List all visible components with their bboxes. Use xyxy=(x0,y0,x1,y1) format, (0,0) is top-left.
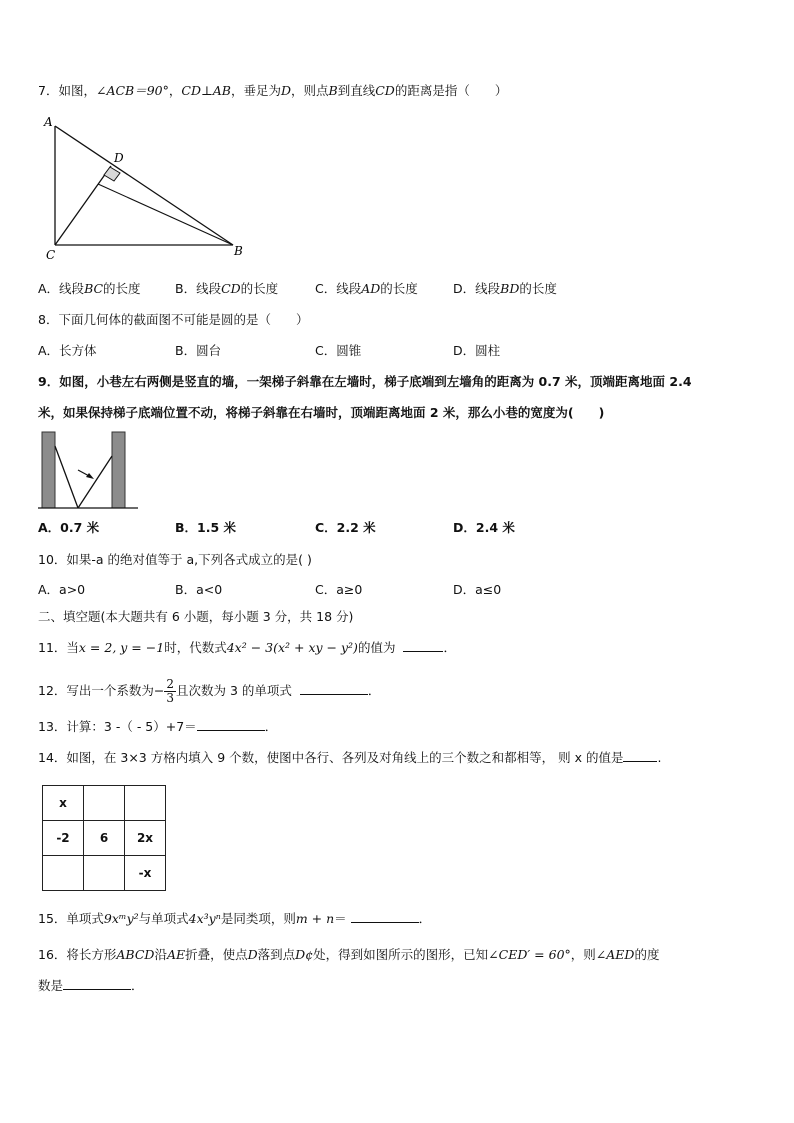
q7-label-d: D xyxy=(114,151,124,165)
q12-answer-blank[interactable] xyxy=(300,682,368,695)
q7-label-b: B xyxy=(234,244,243,258)
q9-alley-ladder-figure xyxy=(38,430,142,512)
q10-options xyxy=(38,581,758,599)
q9-option-c: C．2.2 米 xyxy=(315,520,376,535)
q8-option-c: C．圆锥 xyxy=(315,343,362,358)
q8-option-b: B．圆台 xyxy=(175,343,222,358)
q9-stem-line1: 9．如图，小巷左右两侧是竖直的墙，一架梯子斜靠在左墙时，梯子底端到左墙角的距离为 0.7 米，顶端距离地面 2.4 xyxy=(38,374,692,389)
q7-triangle-figure xyxy=(36,112,256,262)
q9-stem-line2: 米，如果保持梯子底端位置不动，将梯子斜靠在右墙时，顶端距离地面 2 米，那么小巷的宽度为( ) xyxy=(38,405,605,420)
grid-cell: -2 xyxy=(43,821,84,856)
q7-options xyxy=(38,280,758,298)
q13-stem: 13．计算：3 -（ - 5）+7＝ ． xyxy=(38,719,278,734)
q7-option-c: C．线段AD的长度 xyxy=(315,281,418,296)
q7-option-d: D．线段BD的长度 xyxy=(453,281,557,296)
grid-cell xyxy=(125,786,166,821)
q14-stem: 14．如图，在 3×3 方格内填入 9 个数，使图中各行、各列及对角线上的三个数之和都相等， 则 x 的值是 . xyxy=(38,750,662,765)
q14-magic-square-grid xyxy=(42,785,166,891)
q10-option-b: B．a<0 xyxy=(175,582,223,597)
grid-cell: x xyxy=(43,786,84,821)
q9-option-a: A．0.7 米 xyxy=(38,520,100,535)
q15-answer-blank[interactable] xyxy=(351,910,419,923)
q10-stem: 10．如果-a 的绝对值等于 a,下列各式成立的是( ) xyxy=(38,552,312,567)
q15-stem: 15．单项式9xᵐy²与单项式4x³yⁿ是同类项，则m + n＝ ． xyxy=(38,911,432,926)
q10-option-d: D．a≤0 xyxy=(453,582,502,597)
section-heading: 二、填空题(本大题共有 6 小题，每小题 3 分，共 18 分) xyxy=(38,609,354,624)
q11-stem: 11．当x = 2, y = −1时，代数式4x² − 3(x² + xy − y²)的值为 ． xyxy=(38,640,456,655)
q9-option-d: D．2.4 米 xyxy=(453,520,515,535)
grid-cell: 2x xyxy=(125,821,166,856)
q8-options xyxy=(38,342,758,360)
q8-stem: 8．下面几何体的截面图不可能是圆的是（ ） xyxy=(38,312,309,327)
q7-option-b: B．线段CD的长度 xyxy=(175,281,279,296)
q12-stem: 12．写出一个系数为− $\frac{2}{3}$ 且次数为 3 的单项式 ． xyxy=(38,677,381,705)
q11-answer-blank[interactable] xyxy=(403,639,443,652)
grid-cell xyxy=(84,786,125,821)
q16-stem-line2: 数是 ． xyxy=(38,978,144,993)
q9-option-b: B．1.5 米 xyxy=(175,520,237,535)
grid-cell xyxy=(43,856,84,891)
q7-stem: 7．如图，∠ACB＝90°，CD⊥AB，垂足为D，则点B到直线CD的距离是指（ ） xyxy=(38,83,508,98)
grid-cell: 6 xyxy=(84,821,125,856)
q7-label-a: A xyxy=(44,115,53,129)
q9-options xyxy=(38,519,758,537)
q10-option-a: A．a>0 xyxy=(38,582,86,597)
q7-label-c: C xyxy=(46,248,56,262)
q7-option-a: A．线段BC的长度 xyxy=(38,281,141,296)
q12-fraction: $\frac{2}{3}$ xyxy=(166,677,175,705)
q14-answer-blank[interactable] xyxy=(623,749,657,762)
q16-stem-line1: 16．将长方形ABCD沿AE折叠，使点D落到点D¢处，得到如图所示的图形，已知∠CED′ = 60°，则∠AED的度 xyxy=(38,947,660,962)
grid-cell xyxy=(84,856,125,891)
grid-cell: -x xyxy=(125,856,166,891)
q8-option-a: A．长方体 xyxy=(38,343,97,358)
q16-answer-blank[interactable] xyxy=(63,977,131,990)
q10-option-c: C．a≥0 xyxy=(315,582,363,597)
q13-answer-blank[interactable] xyxy=(197,718,265,731)
q8-option-d: D．圆柱 xyxy=(453,343,501,358)
